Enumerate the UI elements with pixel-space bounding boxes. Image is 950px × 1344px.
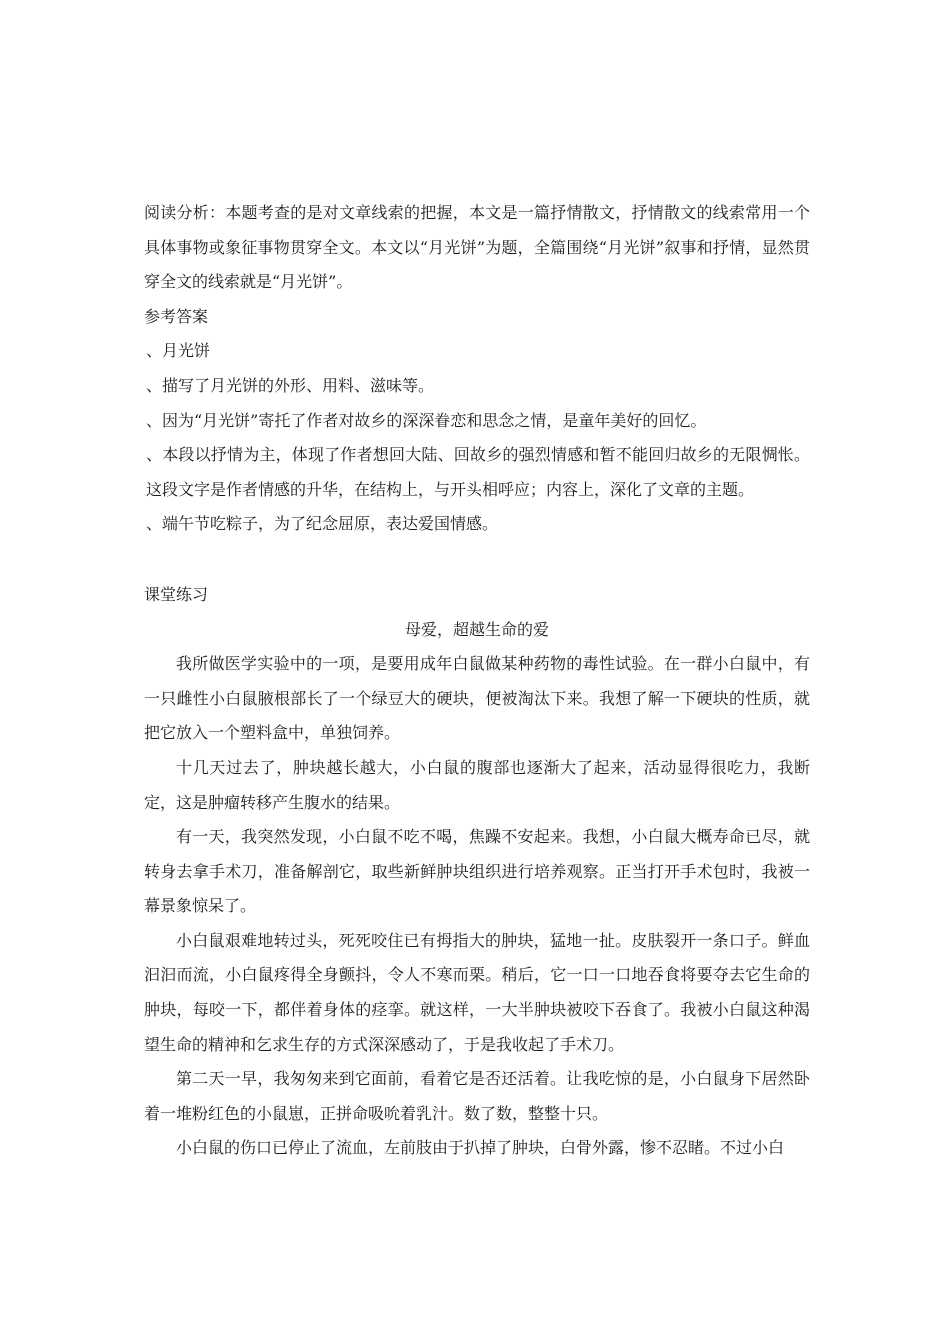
article-paragraph-4: 小白鼠艰难地转过头，死死咬住已有拇指大的肿块，猛地一扯。皮肤裂开一条口子。鲜血汩汩而流，小白鼠疼得全身颤抖，令人不寒而栗。稍后，它一口一口地吞食将要夺去它生命的肿块，每咬一下，都伴着身体的痉挛。就这样，一大半肿块被咬下吞食了。我被小白鼠这种渴望生命的精神和乞求生存的方式深深感动了，于是我收起了手术刀。 [144, 930, 810, 1054]
section-spacer [144, 542, 810, 578]
article-paragraph-2: 十几天过去了，肿块越长越大，小白鼠的腹部也逐渐大了起来，活动显得很吃力，我断定，这是肿瘤转移产生腹水的结果。 [144, 757, 810, 812]
reading-analysis-paragraph: 阅读分析：本题考查的是对文章线索的把握，本文是一篇抒情散文，抒情散文的线索常用一个具体事物或象征事物贯穿全文。本文以“月光饼”为题，全篇围绕“月光饼”叙事和抒情，显然贯穿全文的线索就是“月光饼”。 [144, 203, 810, 292]
answer-heading: 参考答案 [144, 306, 209, 326]
article-paragraph-3: 有一天，我突然发现，小白鼠不吃不喝，焦躁不安起来。我想，小白鼠大概寿命已尽，就转身去拿手术刀，准备解剖它，取些新鲜肿块组织进行培养观察。正当打开手术包时，我被一幕景象惊呆了。 [144, 827, 810, 916]
document-body [144, 196, 810, 1166]
answer-item-4: 、本段以抒情为主，体现了作者想回大陆、回故乡的强烈情感和暂不能回归故乡的无限惆怅。这段文字是作者情感的升华，在结构上，与开头相呼应；内容上，深化了文章的主题。 [146, 445, 810, 499]
answer-item-5: 、端午节吃粽子，为了纪念屈原，表达爱国情感。 [146, 514, 499, 534]
article-paragraph-5: 第二天一早，我匆匆来到它面前，看着它是否还活着。让我吃惊的是，小白鼠身下居然卧着一堆粉红色的小鼠崽，正拼命吸吮着乳汁。数了数，整整十只。 [144, 1069, 810, 1123]
answer-item-3: 、因为“月光饼”寄托了作者对故乡的深深眷恋和思念之情，是童年美好的回忆。 [146, 410, 707, 430]
article-paragraph-6: 小白鼠的伤口已停止了流血，左前肢由于扒掉了肿块，白骨外露，惨不忍睹。不过小白 [176, 1138, 785, 1158]
answer-item-1: 、月光饼 [146, 341, 211, 361]
article-paragraph-1: 我所做医学实验中的一项，是要用成年白鼠做某种药物的毒性试验。在一群小白鼠中，有一只雌性小白鼠腋根部长了一个绿豆大的硬块，便被淘汰下来。我想了解一下硬块的性质，就把它放入一个塑料盒中，单独饲养。 [144, 654, 810, 743]
article-title: 母爱，超越生命的爱 [404, 619, 549, 639]
exercise-heading: 课堂练习 [144, 584, 209, 604]
answer-item-2: 、描写了月光饼的外形、用料、滋味等。 [146, 375, 435, 395]
